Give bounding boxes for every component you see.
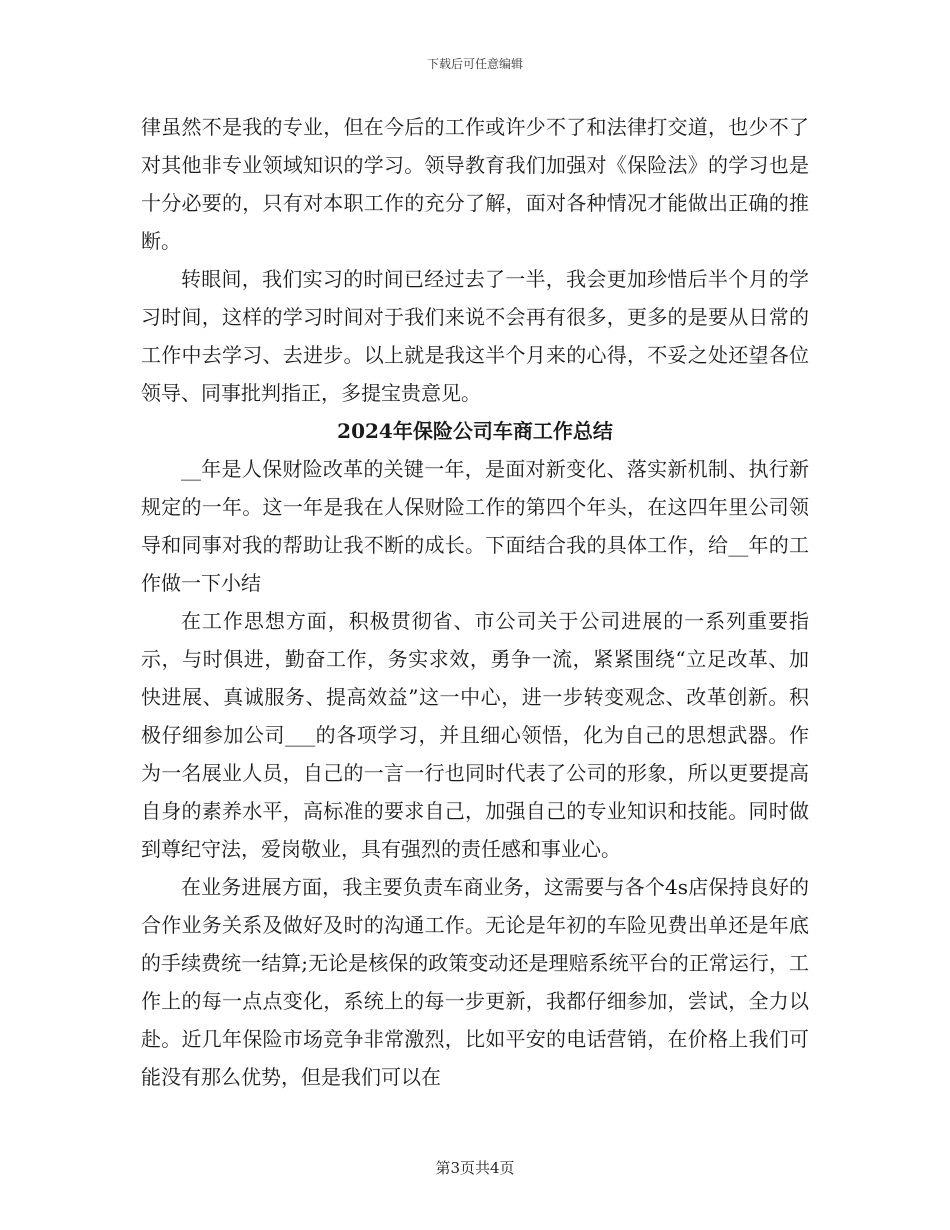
paragraph-business-progress: 在业务进展方面，我主要负责车商业务，这需要与各个4s店保持良好的合作业务关系及做好及时的沟通工作。无论是年初的车险见费出单还是年底的手续费统一结算;无论是核保的政策变动还是理赔系统平台的正常运行，工作上的每一点点变化，系统上的每一步更新，我都仔细参加，尝试，全力以赴。近几年保险市场竞争非常激烈，比如平安的电话营销，在价格上我们可能没有那么优势，但是我们可以在: [141, 875, 809, 1089]
paragraph-continued: 律虽然不是我的专业，但在今后的工作或许少不了和法律打交道，也少不了对其他非专业领域知识的学习。领导教育我们加强对《保险法》的学习也是十分必要的，只有对本职工作的充分了解，面对各种情况才能做出正确的推断。: [141, 115, 809, 253]
section-title: 2024年保险公司车商工作总结: [337, 419, 613, 443]
paragraph-intro: __年是人保财险改革的关键一年，是面对新变化、落实新机制、执行新规定的一年。这一年是我在人保财险工作的第四个年头，在这四年里公司领导和同事对我的帮助让我不断的成长。下面结合我的具体工作，给__年的工作做一下小结: [141, 457, 809, 595]
paragraph-work-thinking: 在工作思想方面，积极贯彻省、市公司关于公司进展的一系列重要指示，与时俱进，勤奋工作，务实求效，勇争一流，紧紧围绕“立足改革、加快进展、真诚服务、提高效益”这一中心，进一步转变观念、改革创新。积极仔细参加公司___的各项学习，并且细心领悟，化为自己的思想武器。作为一名展业人员，自己的一言一行也同时代表了公司的形象，所以更要提高自身的素养水平，高标准的要求自己，加强自己的专业知识和技能。同时做到尊纪守法，爱岗敬业，具有强烈的责任感和事业心。: [141, 609, 809, 861]
paragraph-internship-summary: 转眼间，我们实习的时间已经过去了一半，我会更加珍惜后半个月的学习时间，这样的学习时间对于我们来说不会再有很多，更多的是要从日常的工作中去学习、去进步。以上就是我这半个月来的心得，不妥之处还望各位领导、同事批判指正，多提宝贵意见。: [141, 267, 809, 405]
page-number: 第3页共4页: [435, 1159, 515, 1177]
document-body: [141, 108, 809, 1096]
page-header-note: 下载后可任意编辑: [426, 57, 523, 71]
